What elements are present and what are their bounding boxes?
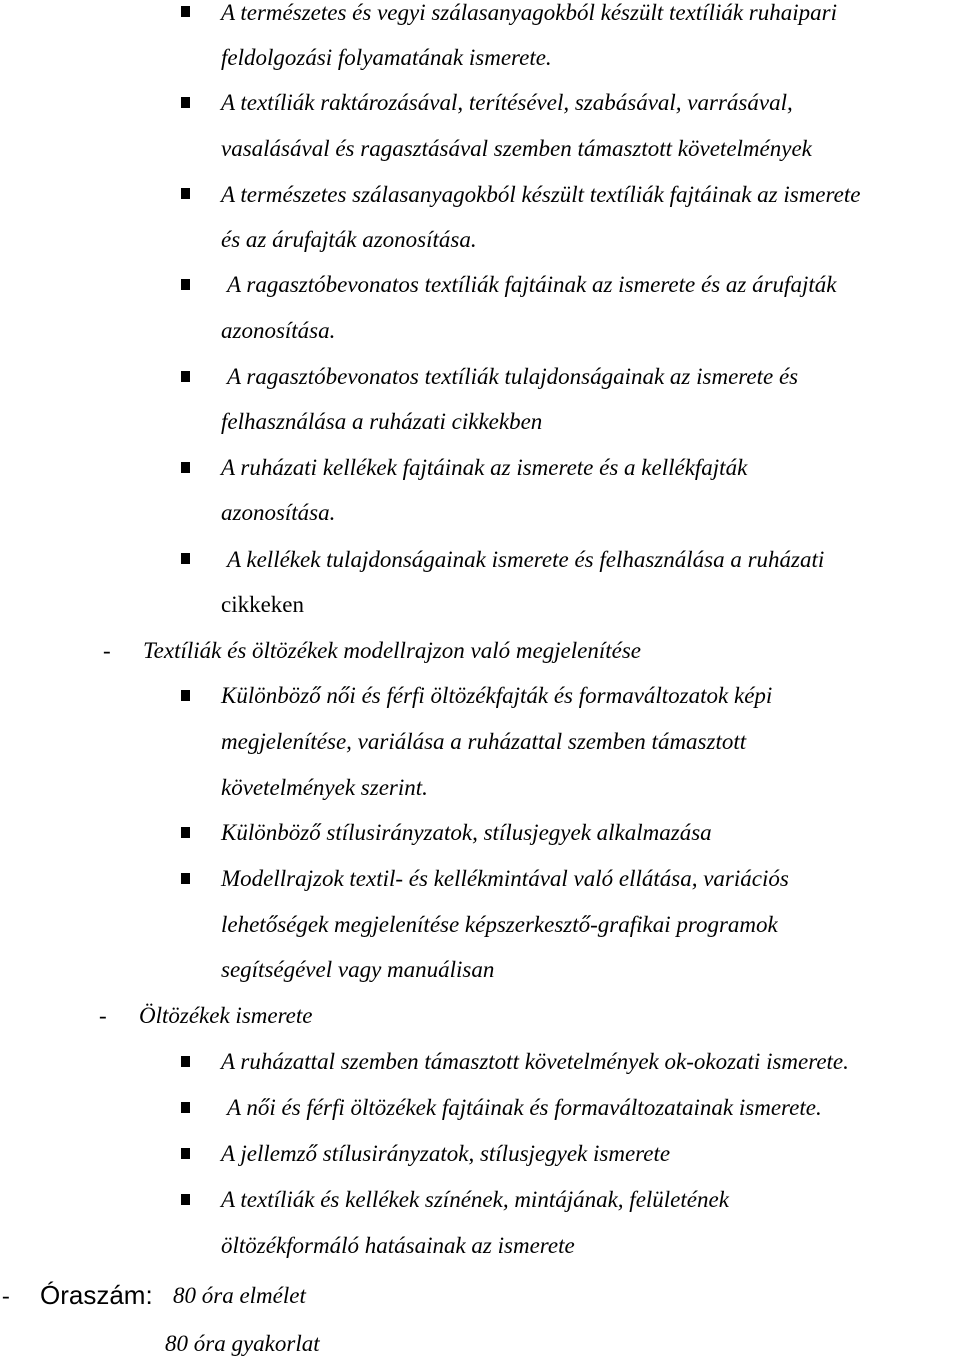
list-item-line: A ruházattal szemben támasztott követelmények ok-okozati ismerete.: [221, 1049, 849, 1074]
bullet-marker: [181, 371, 190, 382]
bullet-marker: [181, 873, 190, 884]
list-item-line: A textíliák és kellékek színének, mintájának, felületének: [221, 1187, 729, 1212]
oraszam-elmelet: 80 óra elmélet: [173, 1283, 306, 1308]
list-item-line: segítségével vagy manuálisan: [221, 957, 495, 982]
list-item-line: azonosítása.: [221, 318, 336, 343]
list-item-line: A ragasztóbevonatos textíliák tulajdonságainak az ismerete és: [227, 364, 799, 389]
list-item-line: A természetes szálasanyagokból készült textíliák fajtáinak az ismerete: [221, 182, 861, 207]
list-item-line: Különböző stílusirányzatok, stílusjegyek alkalmazása: [221, 820, 712, 845]
list-item-line: feldolgozási folyamatának ismerete.: [221, 45, 552, 70]
section-heading: Öltözékek ismerete: [139, 1003, 313, 1028]
bullet-marker: [181, 1102, 190, 1113]
bullet-marker: [181, 1194, 190, 1205]
bullet-marker: [181, 188, 190, 199]
bullet-marker: [181, 97, 190, 108]
bullet-marker: [181, 6, 190, 17]
list-item-line: lehetőségek megjelenítése képszerkesztő-grafikai programok: [221, 912, 778, 937]
list-item-line: A természetes és vegyi szálasanyagokból készült textíliák ruhaipari: [221, 0, 837, 25]
list-item-line: A jellemző stílusirányzatok, stílusjegyek ismerete: [221, 1141, 671, 1166]
section-dash: -: [103, 638, 111, 663]
list-item-line: azonosítása.: [221, 500, 336, 525]
list-item-line: vasalásával és ragasztásával szemben támasztott követelmények: [221, 136, 812, 161]
bullet-marker: [181, 690, 190, 701]
list-item-line: A női és férfi öltözékek fajtáinak és formaváltozatainak ismerete.: [227, 1095, 822, 1120]
bullet-marker: [181, 827, 190, 838]
bullet-marker: [181, 1148, 190, 1159]
list-item-line: A kellékek tulajdonságainak ismerete és felhasználása a ruházati: [227, 547, 825, 572]
section-heading: Textíliák és öltözékek modellrajzon való megjelenítése: [143, 638, 641, 663]
list-item-line: öltözékformáló hatásainak az ismerete: [221, 1233, 575, 1258]
list-item-line: felhasználása a ruházati cikkekben: [221, 409, 543, 434]
section-dash: -: [99, 1003, 107, 1028]
oraszam-label: Óraszám:: [40, 1280, 153, 1310]
list-item-line: Modellrajzok textil- és kellékmintával való ellátása, variációs: [221, 866, 789, 891]
list-item-line: cikkeken: [221, 592, 305, 617]
bullet-marker: [181, 553, 190, 564]
oraszam-gyakorlat: 80 óra gyakorlat: [165, 1331, 320, 1356]
oraszam-dash: -: [2, 1283, 10, 1308]
list-item-line: A ragasztóbevonatos textíliák fajtáinak az ismerete és az árufajták: [227, 272, 837, 297]
list-item-line: követelmények szerint.: [221, 775, 428, 800]
list-item-line: Különböző női és férfi öltözékfajták és formaváltozatok képi: [221, 683, 773, 708]
list-item-line: megjelenítése, variálása a ruházattal szemben támasztott: [221, 729, 747, 754]
bullet-marker: [181, 1056, 190, 1067]
list-item-line: és az árufajták azonosítása.: [221, 227, 477, 252]
bullet-marker: [181, 462, 190, 473]
bullet-marker: [181, 279, 190, 290]
list-item-line: A ruházati kellékek fajtáinak az ismerete és a kellékfajták: [221, 455, 748, 480]
list-item-line: A textíliák raktározásával, terítésével, szabásával, varrásával,: [221, 90, 793, 115]
